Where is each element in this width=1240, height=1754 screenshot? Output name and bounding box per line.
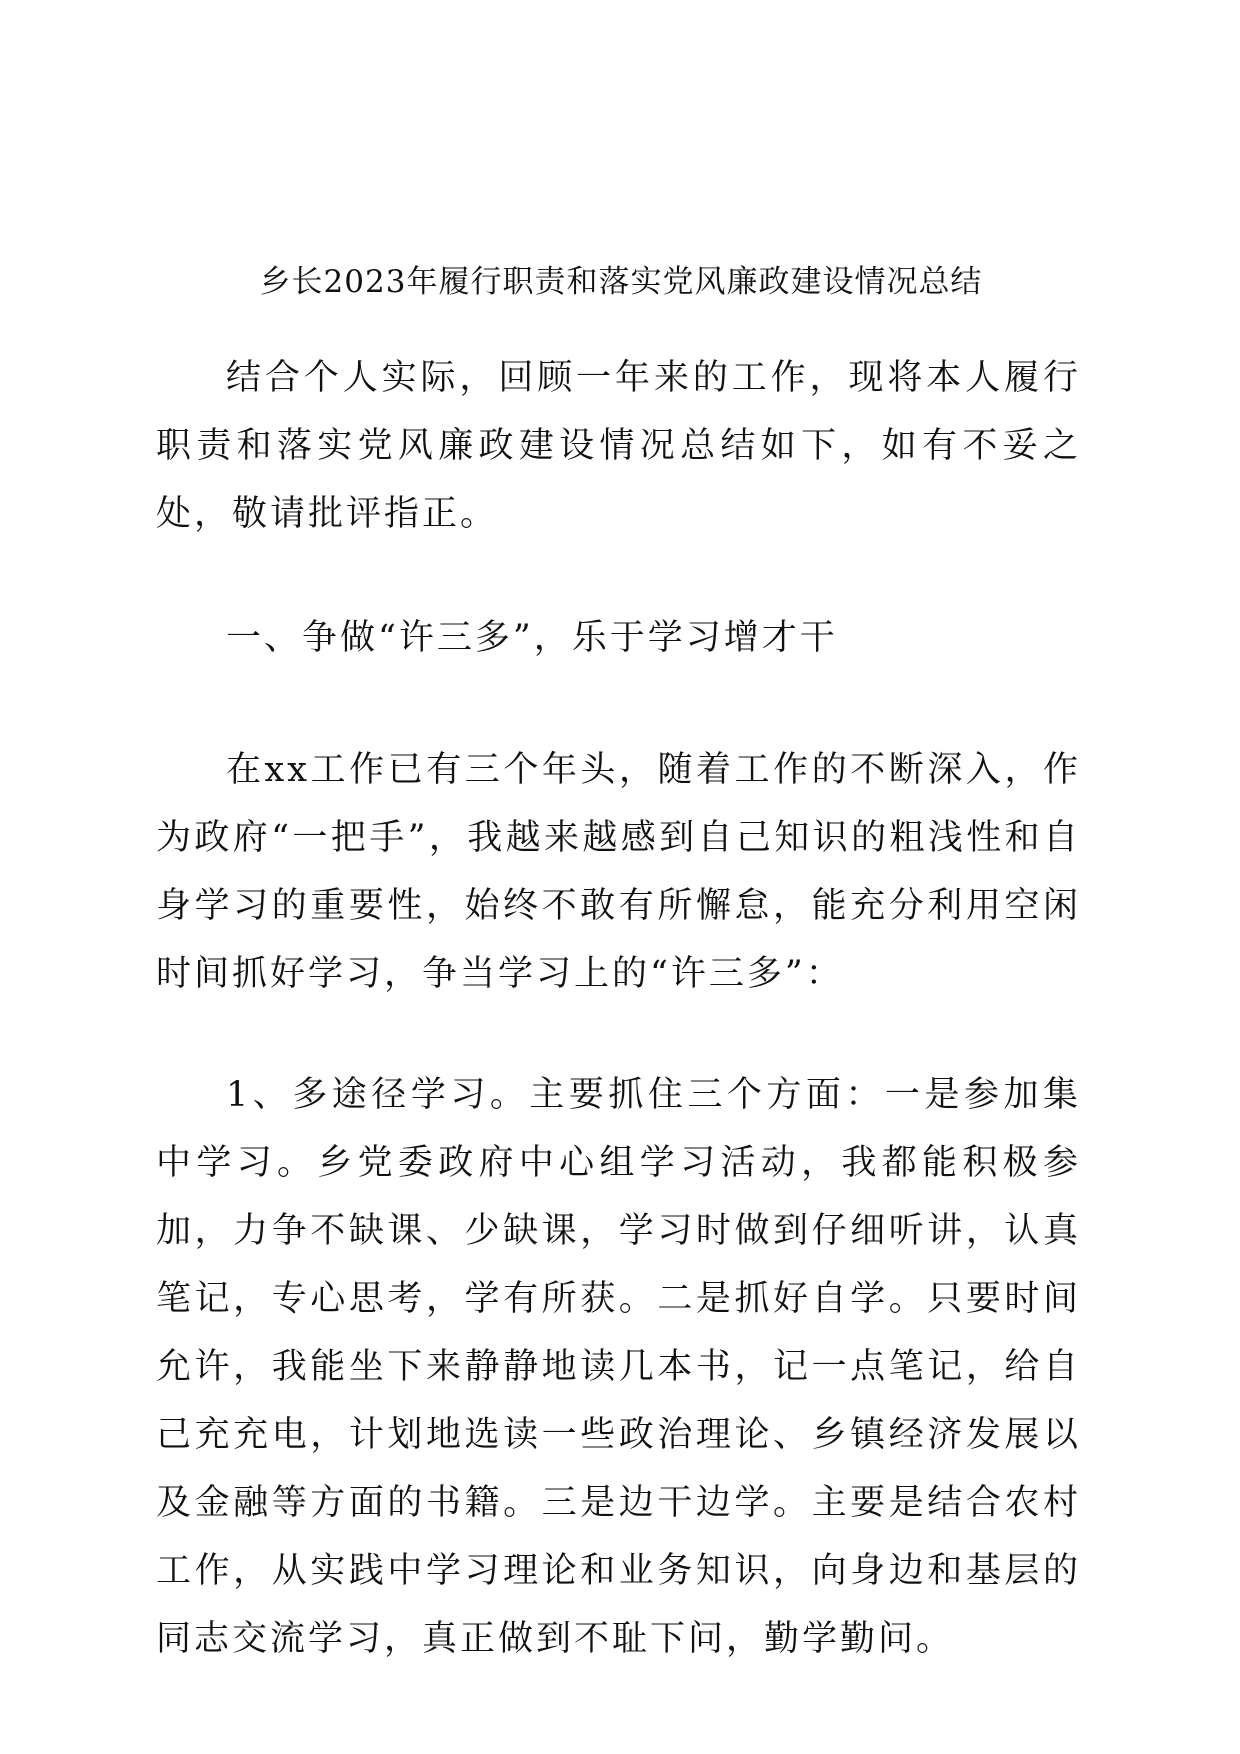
document-title: 乡长2023年履行职责和落实党风廉政建设情况总结 (259, 264, 983, 300)
section-paragraph-numbered: 1、多途径学习。主要抓住三个方面：一是参加集中学习。乡党委政府中心组学习活动，我都能积极参加，力争不缺课、少缺课，学习时做到仔细听讲，认真笔记，专心思考，学有所获。二是抓好自学。只要时间允许，我能坐下来静静地读几本书，记一点笔记，给自己充充电，计划地选读一些政治理论、乡镇经济发展以及金融等方面的书籍。三是边干边学。主要是结合农村工作，从实践中学习理论和业务知识，向身边和基层的同志交流学习，真正做到不耻下问，勤学勤问。 (156, 1075, 1081, 1659)
section-heading: 一、争做“许三多”，乐于学习增才干 (226, 618, 838, 658)
intro-paragraph: 结合个人实际，回顾一年来的工作，现将本人履行职责和落实党风廉政建设情况总结如下，如有不妥之处，敬请批评指正。 (156, 358, 1081, 534)
section-paragraph: 在xx工作已有三个年头，随着工作的不断深入，作为政府“一把手”，我越来越感到自己知识的粗浅性和自身学习的重要性，始终不敢有所懈怠，能充分利用空闲时间抓好学习，争当学习上的“许三多”： (156, 750, 1081, 994)
